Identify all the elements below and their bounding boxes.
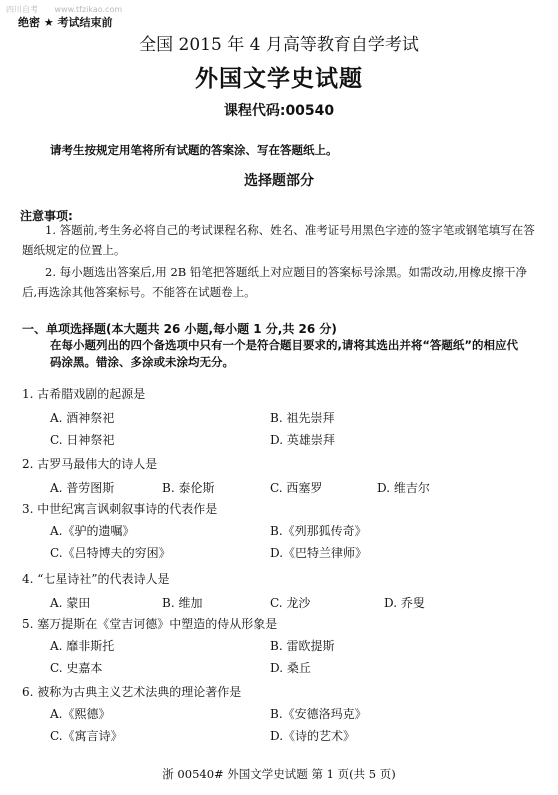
question-stem: 1. 古希腊戏剧的起源是 <box>22 387 146 401</box>
watermark-site-name: 四川自考 <box>6 5 38 14</box>
option-c: C. 史嘉本 <box>50 661 103 675</box>
watermark-url: www.tfzikao.com <box>54 5 123 14</box>
part-heading: 一、单项选择题(本大题共 26 小题,每小题 1 分,共 26 分) <box>22 322 337 336</box>
option-b: B.《列那狐传奇》 <box>270 524 367 538</box>
option-a: A. 蒙田 <box>50 596 91 610</box>
question-5 <box>22 615 542 693</box>
question-stem: 2. 古罗马最伟大的诗人是 <box>22 457 158 471</box>
option-c: C. 西塞罗 <box>270 481 323 495</box>
option-c: C. 龙沙 <box>270 596 311 610</box>
option-a: A. 酒神祭祀 <box>50 411 115 425</box>
note-item-1: 1. 答题前,考生务必将自己的考试课程名称、姓名、准考证号用黑色字迹的签字笔或钢笔填写在答题纸规定的位置上。 <box>22 223 535 257</box>
option-a: A.《驴的遗嘱》 <box>50 524 135 538</box>
subject-title: 外国文学史试题 <box>195 66 363 92</box>
exam-title: 全国 2015 年 4 月高等教育自学考试 <box>139 35 419 55</box>
option-c: C.《吕特博夫的穷困》 <box>50 546 171 560</box>
option-d: D.《巴特兰律师》 <box>270 546 368 560</box>
confidential-label: 绝密 ★ 考试结束前 <box>18 16 113 29</box>
question-6 <box>22 683 542 761</box>
option-d: D. 乔叟 <box>384 596 425 610</box>
option-a: A. 靡非斯托 <box>50 639 115 653</box>
option-b: B.《安德洛玛克》 <box>270 707 367 721</box>
question-1 <box>22 385 542 463</box>
answer-notice: 请考生按规定用笔将所有试题的答案涂、写在答题纸上。 <box>50 143 338 157</box>
option-a: A. 普劳图斯 <box>50 481 115 495</box>
option-a: A.《熙德》 <box>50 707 111 721</box>
option-d: D. 桑丘 <box>270 661 311 675</box>
option-b: B. 祖先崇拜 <box>270 411 335 425</box>
section-title: 选择题部分 <box>244 173 314 189</box>
course-code: 课程代码:00540 <box>223 103 335 119</box>
option-b: B. 雷欧提斯 <box>270 639 335 653</box>
question-3 <box>22 500 542 578</box>
note-item-2: 2. 每小题选出答案后,用 2B 铅笔把答题纸上对应题目的答案标号涂黑。如需改动,用橡皮擦干净后,再选涂其他答案标号。不能答在试题卷上。 <box>22 265 528 299</box>
notes-heading: 注意事项: <box>20 209 73 223</box>
option-d: D. 英雄崇拜 <box>270 433 335 447</box>
option-b: B. 泰伦斯 <box>162 481 215 495</box>
question-2 <box>22 455 542 497</box>
question-stem: 4. “七星诗社”的代表诗人是 <box>22 572 170 586</box>
option-d: D. 维吉尔 <box>377 481 430 495</box>
page-footer: 浙 00540# 外国文学史试题 第 1 页(共 5 页) <box>162 767 396 781</box>
option-c: C.《寓言诗》 <box>50 729 123 743</box>
question-stem: 3. 中世纪寓言讽刺叙事诗的代表作是 <box>22 502 218 516</box>
question-stem: 6. 被称为古典主义艺术法典的理论著作是 <box>22 685 242 699</box>
option-d: D.《诗的艺术》 <box>270 729 356 743</box>
part-instruction: 在每小题列出的四个备选项中只有一个是符合题目要求的,请将其选出并将“答题纸”的相应代码涂黑。错涂、多涂或未涂均无分。 <box>50 338 518 369</box>
option-c: C. 日神祭祀 <box>50 433 115 447</box>
question-stem: 5. 塞万提斯在《堂吉诃德》中塑造的侍从形象是 <box>22 617 278 631</box>
option-b: B. 维加 <box>162 596 203 610</box>
question-4 <box>22 570 542 612</box>
